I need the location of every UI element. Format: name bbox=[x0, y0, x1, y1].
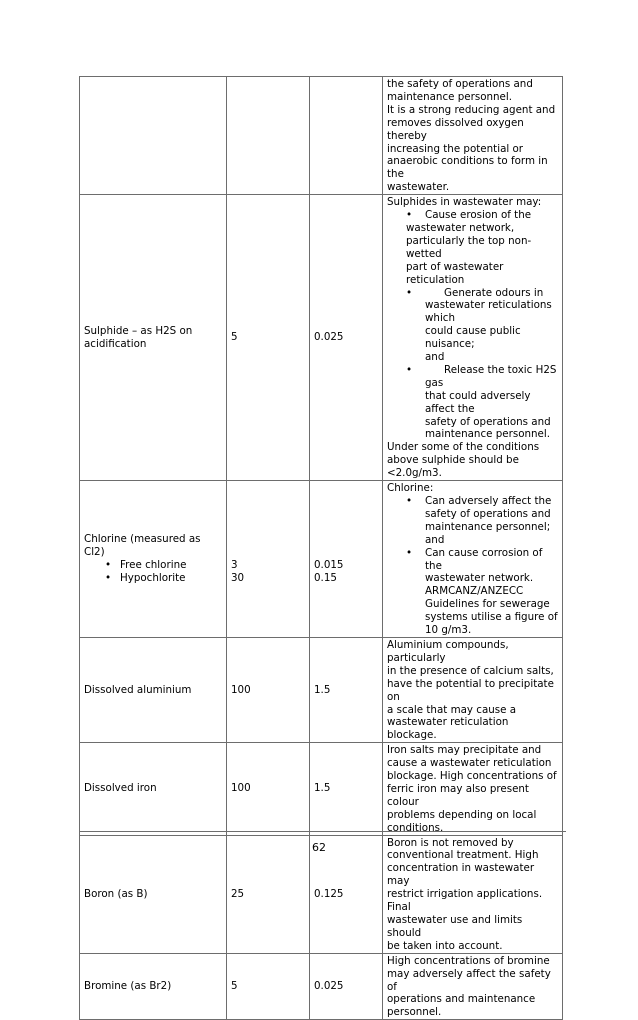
load-cell: 1.5 bbox=[310, 743, 383, 835]
limit-cell: 3 30 bbox=[227, 481, 310, 638]
limit-cell: 100 bbox=[227, 743, 310, 835]
table-row bbox=[80, 637, 563, 742]
limit-cell: 100 bbox=[227, 637, 310, 742]
parameter-cell: Dissolved aluminium bbox=[80, 637, 227, 742]
description-cell: Sulphides in wastewater may: • Cause erosion of the wastewater network, particularly the top non-wetted part of wastewater reticulation • Generate odours in wastewater reticulations which could cause public nuisance; and • Release the toxic H2S gas that could adversely affect the safety of operations and maintenance personnel. Under some of the conditions above sulphide should be <2.0g/m3. bbox=[383, 195, 563, 481]
table-row bbox=[80, 743, 563, 835]
parameter-cell: Boron (as B) bbox=[80, 835, 227, 953]
bullet-item: • Release the toxic H2S gas that could adversely affect the safety of operations and maintenance personnel. bbox=[425, 364, 558, 441]
limit-cell: 5 bbox=[227, 953, 310, 1020]
parameter-cell bbox=[80, 77, 227, 195]
description-cell: Chlorine: • Can adversely affect the safety of operations and maintenance personnel; and • Can cause corrosion of the wastewater network. ARMCANZ/ANZECC Guidelines for sewerage systems utilise a figure of 10 g/m3. bbox=[383, 481, 563, 638]
bullet-item: • Can cause corrosion of the wastewater network. ARMCANZ/ANZECC Guidelines for sewerage systems utilise a figure of 10 g/m3. bbox=[425, 547, 558, 637]
description-cell: Boron is not removed by conventional treatment. High concentration in wastewater may restrict irrigation applications. Final wastewater use and limits should be taken into account. bbox=[383, 835, 563, 953]
description-cell: Aluminium compounds, particularly in the presence of calcium salts, have the potential to precipitate on a scale that may cause a wastewater reticulation blockage. bbox=[383, 637, 563, 742]
parameter-cell: Bromine (as Br2) bbox=[80, 953, 227, 1020]
bullet-item: • Cause erosion of the wastewater network, particularly the top non-wetted part of wastewater reticulation bbox=[406, 209, 558, 286]
load-cell: 1.5 bbox=[310, 637, 383, 742]
parameters-table bbox=[79, 76, 563, 1020]
load-cell: 0.025 bbox=[310, 953, 383, 1020]
description-cell: the safety of operations and maintenance personnel. It is a strong reducing agent and removes dissolved oxygen thereby increasing the potential or anaerobic conditions to form in the wastewater. bbox=[383, 77, 563, 195]
parameter-cell: Chlorine (measured as Cl2) • Free chlorine • Hypochlorite bbox=[80, 481, 227, 638]
load-cell bbox=[310, 77, 383, 195]
load-cell: 0.125 bbox=[310, 835, 383, 953]
table-row bbox=[80, 195, 563, 481]
parameter-cell: Dissolved iron bbox=[80, 743, 227, 835]
load-cell: 0.015 0.15 bbox=[310, 481, 383, 638]
limit-cell: 25 bbox=[227, 835, 310, 953]
table-row bbox=[80, 481, 563, 638]
description-cell: Iron salts may precipitate and cause a wastewater reticulation blockage. High concentrations of ferric iron may also present colour problems depending on local conditions. bbox=[383, 743, 563, 835]
sub-item: • Free chlorine bbox=[105, 559, 222, 572]
bullet-item: • Generate odours in wastewater reticulations which could cause public nuisance; and bbox=[425, 287, 558, 364]
page-number: 62 bbox=[312, 841, 326, 854]
limit-cell bbox=[227, 77, 310, 195]
parameter-cell: Sulphide – as H2S on acidification bbox=[80, 195, 227, 481]
limit-cell: 5 bbox=[227, 195, 310, 481]
table-row bbox=[80, 953, 563, 1020]
table-row bbox=[80, 77, 563, 195]
bullet-item: • Can adversely affect the safety of operations and maintenance personnel; and bbox=[425, 495, 558, 547]
description-cell: High concentrations of bromine may adversely affect the safety of operations and maintenance personnel. bbox=[383, 953, 563, 1020]
footer-divider bbox=[79, 831, 566, 832]
sub-item: • Hypochlorite bbox=[105, 572, 222, 585]
load-cell: 0.025 bbox=[310, 195, 383, 481]
